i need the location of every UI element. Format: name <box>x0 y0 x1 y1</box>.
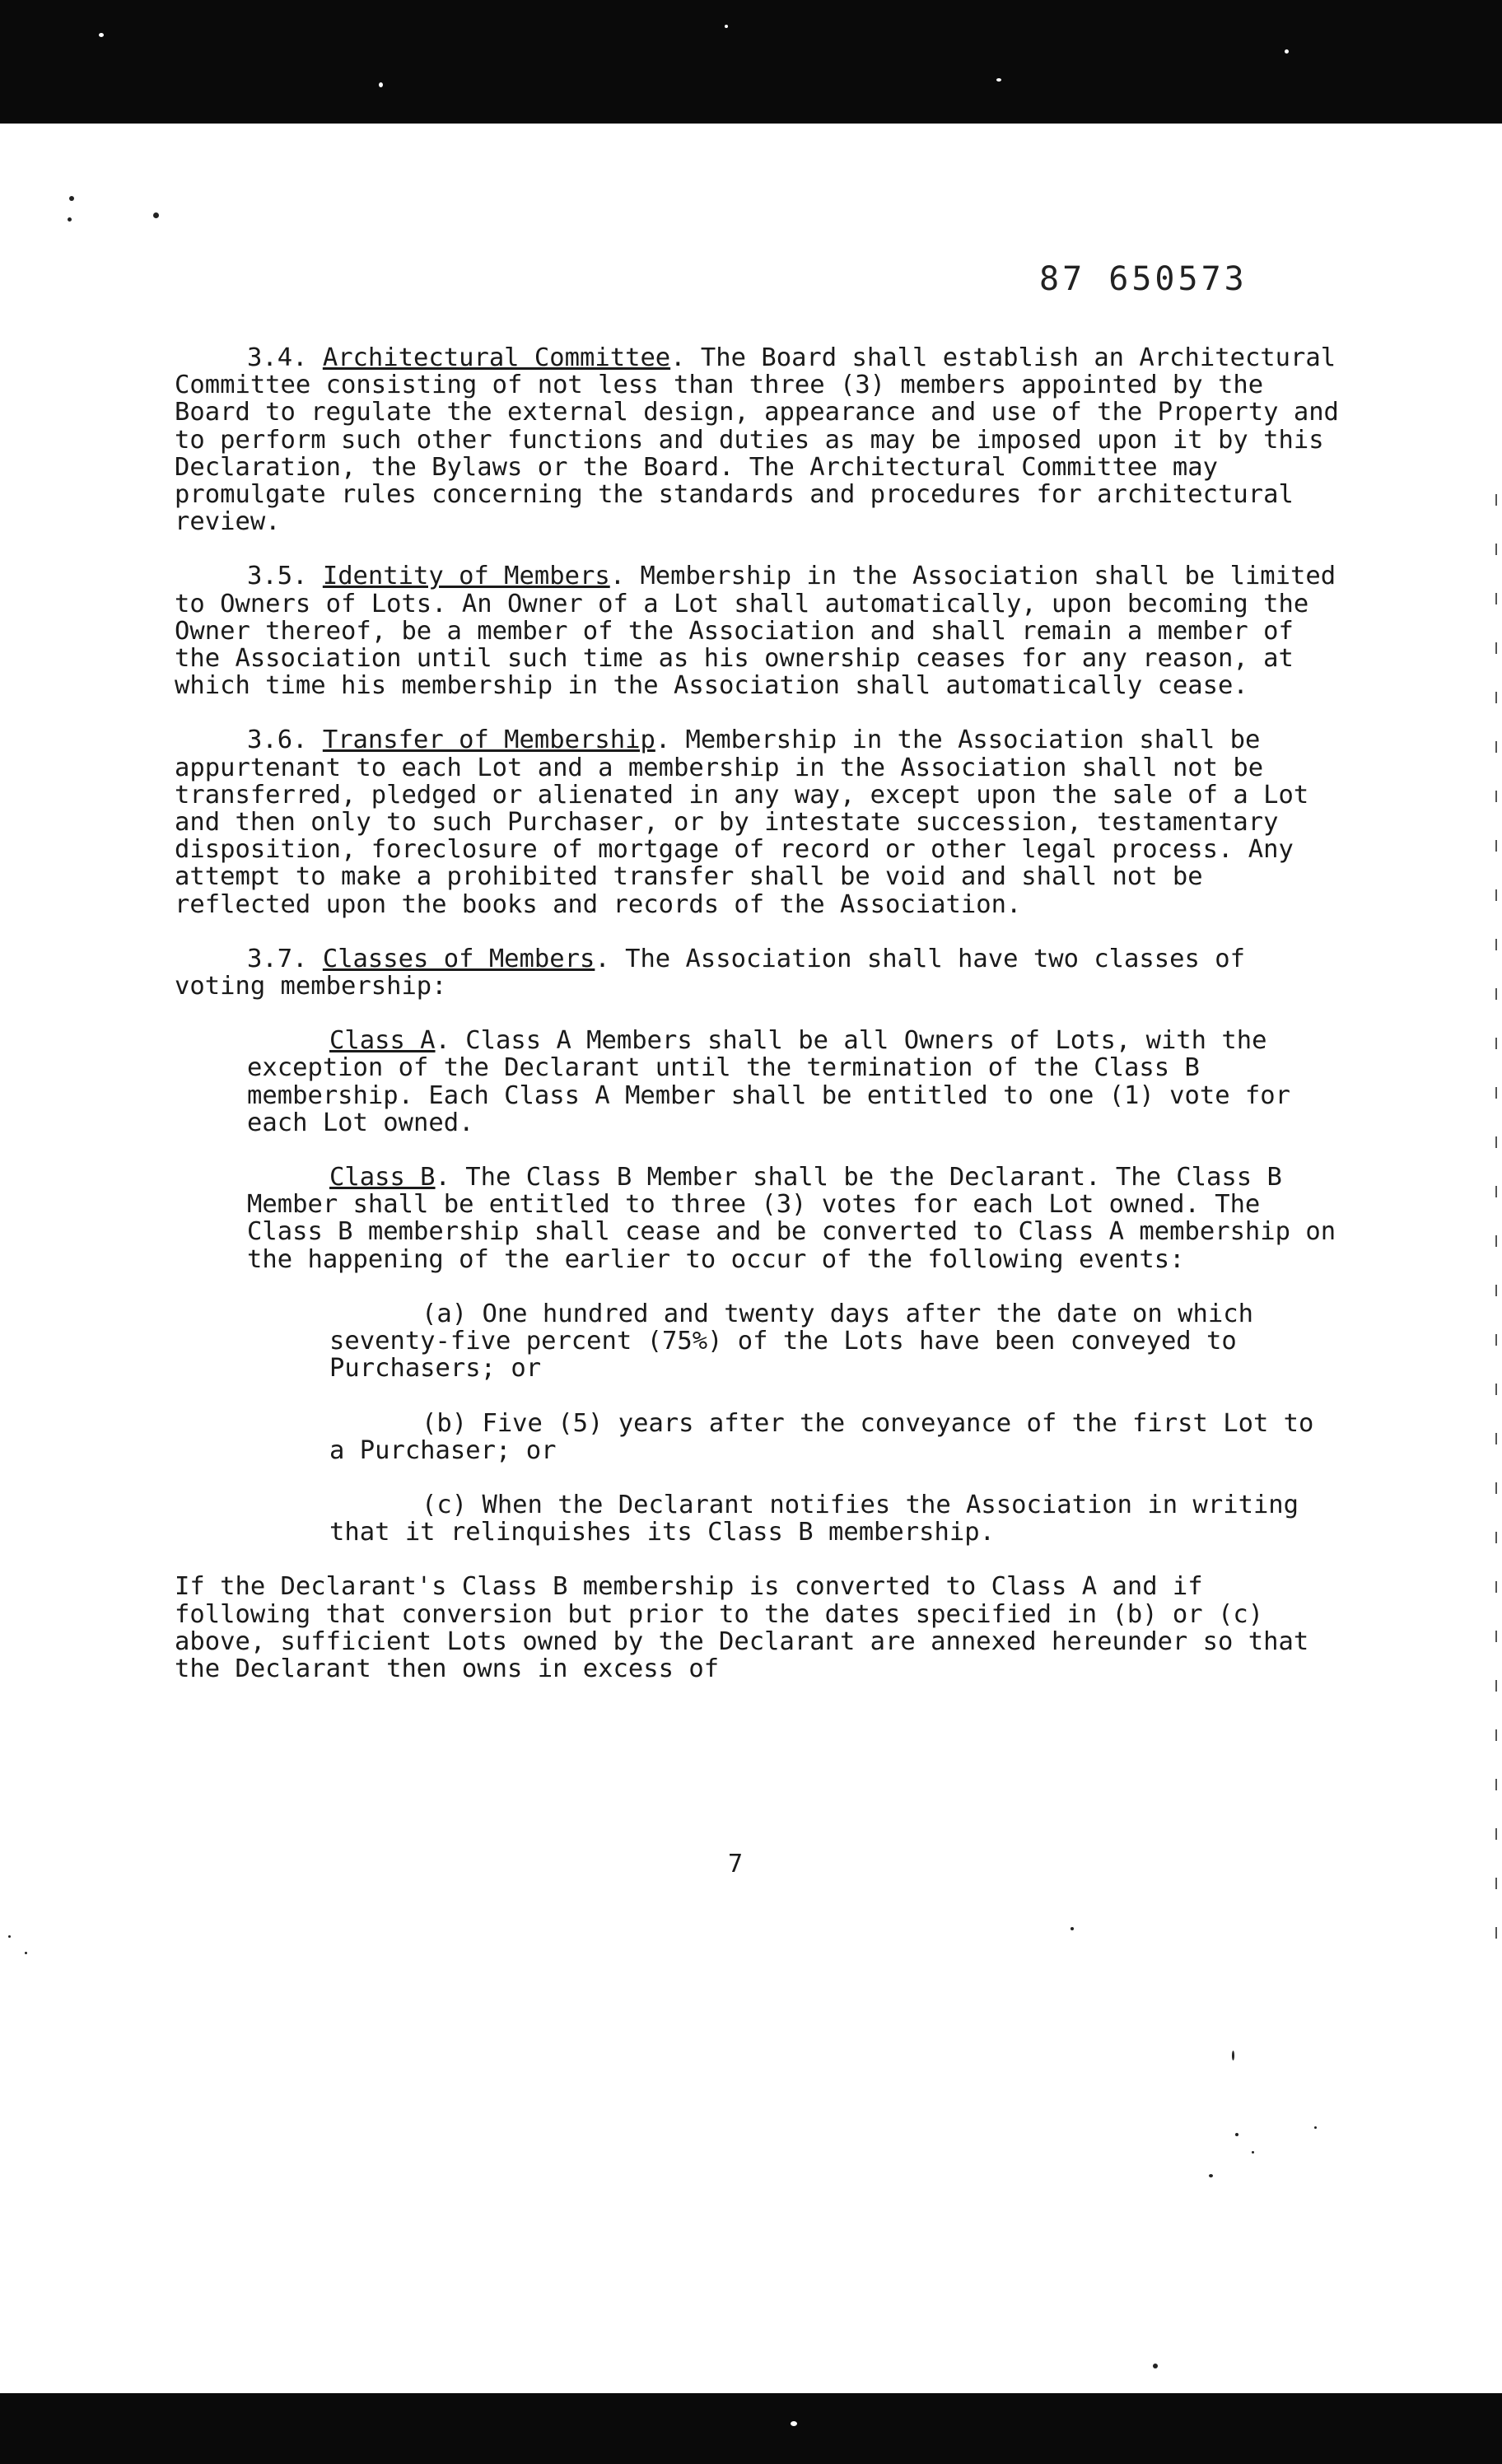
class-b-text: . The Class B Member shall be the Declarant. The Class B Member shall be entitled to three (3) votes for each Lot owned. The Class B membership shall cease and be converted to Class A membership on the happening of the earlier to occur of the following events: <box>247 1163 1351 1274</box>
scan-noise <box>996 78 1001 82</box>
event-text: (a) One hundred and twenty days after the date on which seventy-five percent (75%) of the Lots have been conveyed to Purchasers; or <box>329 1299 1269 1384</box>
section-heading: Architectural Committee <box>322 343 671 372</box>
scan-noise <box>1285 49 1289 54</box>
section-text: . The Association shall have two classes of voting membership: <box>175 944 1261 1001</box>
section-number: 3.5. <box>247 562 308 591</box>
section-text: . Membership in the Association shall be limited to Owners of Lots. An Owner of a Lot shall automatically, upon becoming the Owner thereof, be a member of the Association and shall remain a member of the Association until such time as his ownership ceases for any reason, at which time his membership in the Association shall automatically cease. <box>175 562 1351 701</box>
scan-speck <box>1232 2051 1234 2060</box>
scan-speck <box>1071 1927 1074 1930</box>
class-a-paragraph <box>175 1027 1344 1136</box>
scan-border-top <box>0 0 1502 124</box>
section-3-4 <box>175 343 1355 537</box>
event-text: (b) Five (5) years after the conveyance of the first Lot to a Purchaser; or <box>329 1408 1329 1465</box>
scan-speck <box>1314 2126 1317 2129</box>
scan-border-bottom <box>0 2393 1502 2464</box>
scan-noise <box>99 33 104 37</box>
class-a-heading: Class A <box>329 1026 436 1056</box>
section-heading: Identity of Members <box>322 562 610 591</box>
document-body <box>175 343 1355 1710</box>
section-text: . The Board shall establish an Architectural Committee consisting of not less than three (3) members appointed by the Board to regulate the external design, appearance and use of the Property and to perform such other functions and duties as may be imposed upon it by this Declaration, the Bylaws or the Board. The Architectural Committee may promulgate rules concerning the standards and procedures for architectural review. <box>175 343 1355 537</box>
page-number: 7 <box>728 1850 744 1878</box>
event-b <box>175 1410 1344 1464</box>
event-c <box>175 1491 1344 1546</box>
section-text: . Membership in the Association shall be appurtenant to each Lot and a membership in the Association shall not be transferred, pledged or alienated in any way, except upon the sale of a Lot and then only to such Purchaser, or by intestate succession, testamentary disposition, foreclosure of mortgage of record or other legal process. Any attempt to make a prohibited transfer shall be void and shall not be reflected upon the books and records of the Association. <box>175 726 1324 919</box>
scan-speck <box>153 212 159 218</box>
section-number: 3.6. <box>247 726 308 755</box>
scan-speck <box>1252 2151 1254 2154</box>
scan-speck <box>1235 2133 1238 2136</box>
scan-noise <box>725 25 728 28</box>
section-heading: Classes of Members <box>322 944 595 973</box>
class-b-paragraph <box>175 1163 1351 1274</box>
section-number: 3.4. <box>247 343 308 372</box>
document-number: 87 650573 <box>1039 260 1248 298</box>
closing-paragraph: If the Declarant's Class B membership is converted to Class A and if following that conversion but prior to the dates specified in (b) or (c) above, sufficient Lots owned by the Declarant are annexed hereunder so that the Declarant then owns in excess of <box>175 1572 1324 1683</box>
scan-edge-artifact <box>1495 494 1497 1976</box>
event-a <box>175 1300 1344 1383</box>
scan-noise <box>791 2421 797 2426</box>
scan-speck <box>1153 2364 1158 2368</box>
section-3-5 <box>175 562 1351 701</box>
scan-speck <box>68 217 72 222</box>
event-text: (c) When the Declarant notifies the Association in writing that it relinquishes its Class B membership. <box>329 1490 1314 1547</box>
section-3-7 <box>175 945 1344 1000</box>
class-a-text: . Class A Members shall be all Owners of Lots, with the exception of the Declarant until the termination of the Class B membership. Each Class A Member shall be entitled to one (1) vote for each Lot owned. <box>247 1026 1306 1137</box>
class-b-heading: Class B <box>329 1163 436 1192</box>
section-number: 3.7. <box>247 944 308 973</box>
section-heading: Transfer of Membership <box>322 726 655 755</box>
section-3-6 <box>175 726 1344 917</box>
scan-speck <box>25 1952 27 1954</box>
scan-speck <box>1209 2174 1213 2177</box>
scan-speck <box>69 196 74 201</box>
scan-speck <box>8 1935 11 1938</box>
scan-noise <box>379 82 383 87</box>
